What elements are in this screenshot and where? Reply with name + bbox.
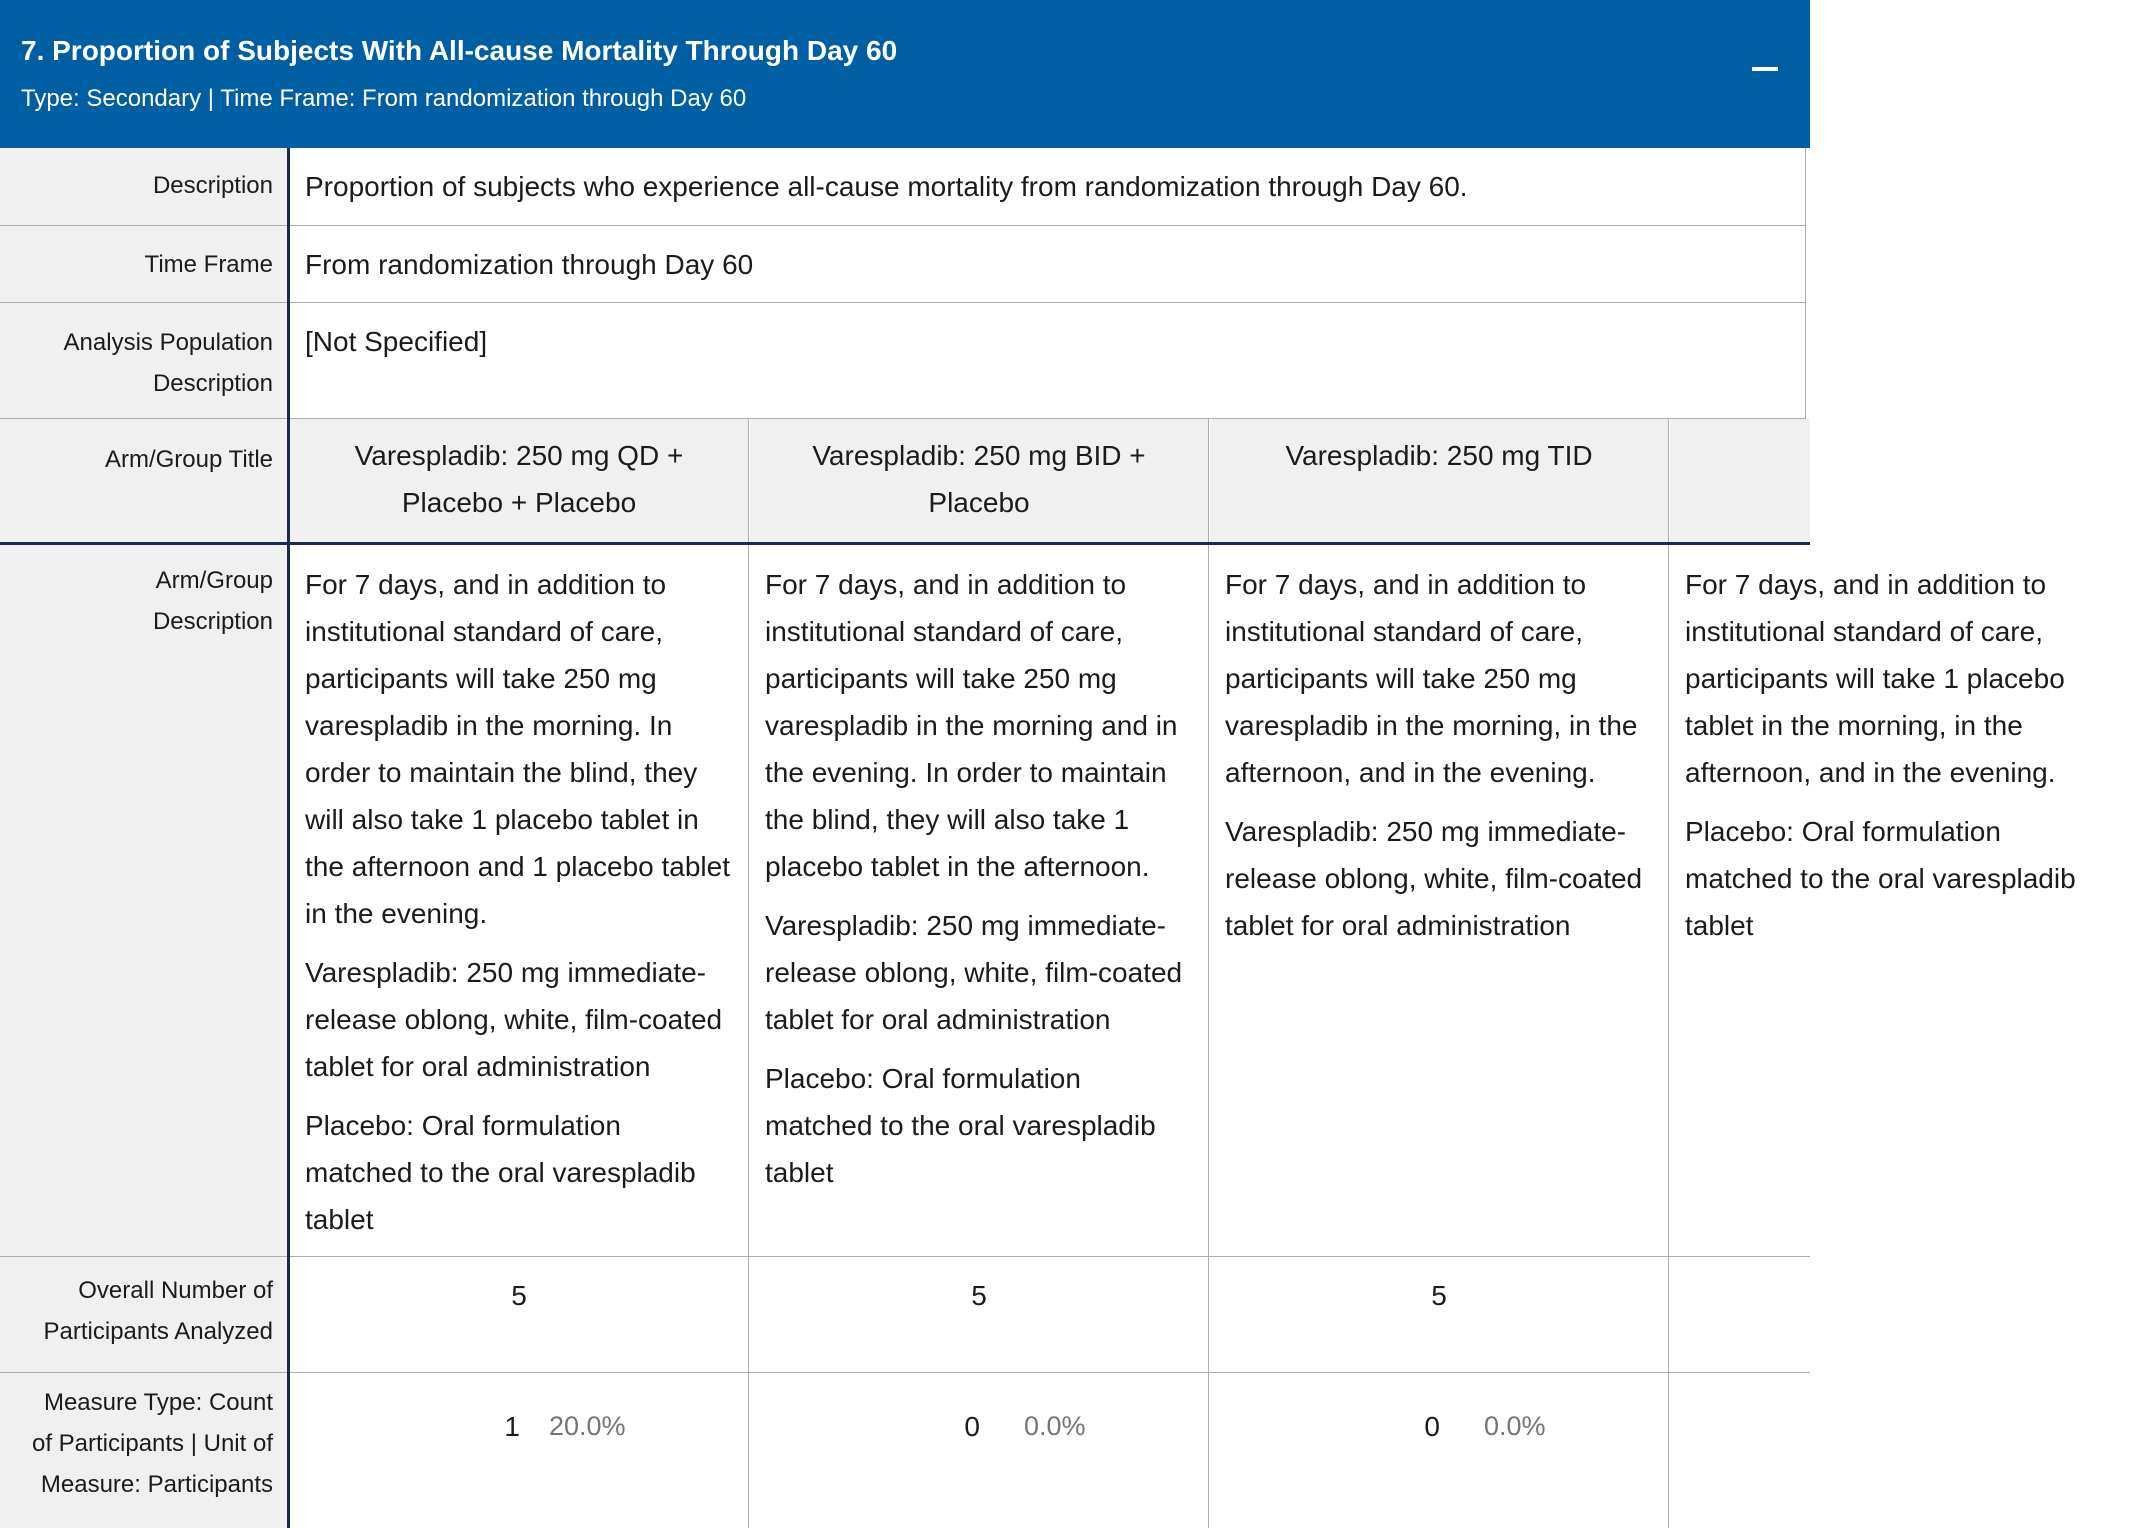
arm-description-cell	[750, 545, 1209, 1257]
overall-number-cell: 5	[750, 1257, 1209, 1373]
outcome-title: 7. Proportion of Subjects With All-cause Mortality Through Day 60	[21, 35, 898, 66]
description-value: Proportion of subjects who experience all-cause mortality from randomization through Day 60.	[290, 148, 1806, 226]
overall-number-cell: 5	[290, 1257, 749, 1373]
arm-intervention: Placebo: Oral formulation matched to the oral varespladib tablet	[1685, 816, 2076, 941]
participant-count: 0	[964, 1411, 980, 1442]
arm-title-cell	[1210, 419, 1669, 543]
collapse-icon[interactable]	[1750, 50, 1780, 80]
arm-title: Varespladib: 250 mg TID	[1210, 419, 1668, 479]
arm-description-cell	[1210, 545, 1669, 1257]
measure-type-label: Measure Type: Count of Participants | Unit of Measure: Participants	[0, 1373, 289, 1528]
participant-percent: 20.0%	[549, 1411, 626, 1441]
time-frame-value: From randomization through Day 60	[290, 226, 1806, 303]
description-label: Description	[0, 148, 289, 226]
measure-cell	[1670, 1373, 1810, 1528]
arm-title-cell	[1670, 419, 1810, 543]
measure-cell	[750, 1373, 1209, 1528]
measure-cell	[290, 1373, 749, 1528]
arm-description-cell	[1670, 545, 2076, 1257]
arm-title: Varespladib: 250 mg BID + Placebo	[750, 419, 1208, 526]
arm-description: For 7 days, and in addition to institutional standard of care, participants will take 250 mg varespladib in the morning, in the afternoon, and in the evening.	[1225, 569, 1638, 788]
participant-count: 1	[504, 1411, 520, 1442]
participant-percent: 0.0%	[1484, 1411, 1546, 1441]
analysis-population-value: [Not Specified]	[290, 303, 1806, 419]
outcome-subtitle: Type: Secondary | Time Frame: From randomization through Day 60	[21, 85, 747, 112]
arm-title-cell	[290, 419, 749, 543]
overall-number-cell: 5	[1210, 1257, 1669, 1373]
participant-count: 0	[1424, 1411, 1440, 1442]
participant-percent: 0.0%	[1024, 1411, 1086, 1441]
time-frame-label: Time Frame	[0, 226, 289, 303]
arm-intervention: Varespladib: 250 mg immediate-release oblong, white, film-coated tablet for oral administration	[1225, 816, 1643, 941]
arm-intervention: Varespladib: 250 mg immediate-release oblong, white, film-coated tablet for oral administration	[305, 957, 723, 1082]
arm-description-cell	[290, 545, 749, 1257]
arm-intervention: Placebo: Oral formulation matched to the oral varespladib tablet	[305, 1110, 696, 1235]
arm-description: For 7 days, and in addition to institutional standard of care, participants will take 250 mg varespladib in the morning and in the evening. In order to maintain the blind, they will also take 1 placebo tablet in the afternoon.	[765, 569, 1178, 882]
outcome-header[interactable]	[0, 0, 1810, 148]
arm-title	[1670, 419, 1810, 432]
arm-title: Varespladib: 250 mg QD + Placebo + Placebo	[290, 419, 748, 526]
overall-number-label: Overall Number of Participants Analyzed	[0, 1257, 289, 1373]
analysis-population-label: Analysis Population Description	[0, 303, 289, 419]
arm-intervention: Placebo: Oral formulation matched to the oral varespladib tablet	[765, 1063, 1156, 1188]
arm-title-cell	[750, 419, 1209, 543]
label-column-divider	[287, 148, 290, 1528]
arm-description: For 7 days, and in addition to institutional standard of care, participants will take 1 placebo tablet in the morning, in the afternoon, and in the evening.	[1685, 569, 2065, 788]
arm-title-label: Arm/Group Title	[0, 419, 289, 543]
arm-description-label: Arm/Group Description	[0, 545, 289, 1257]
measure-cell	[1210, 1373, 1669, 1528]
outcome-table	[0, 148, 2076, 1528]
arm-intervention: Varespladib: 250 mg immediate-release oblong, white, film-coated tablet for oral administration	[765, 910, 1183, 1035]
overall-number-cell	[1670, 1257, 1810, 1373]
arm-description: For 7 days, and in addition to institutional standard of care, participants will take 250 mg varespladib in the morning. In order to maintain the blind, they will also take 1 placebo tablet in the afternoon and 1 placebo tablet in the evening.	[305, 569, 731, 929]
